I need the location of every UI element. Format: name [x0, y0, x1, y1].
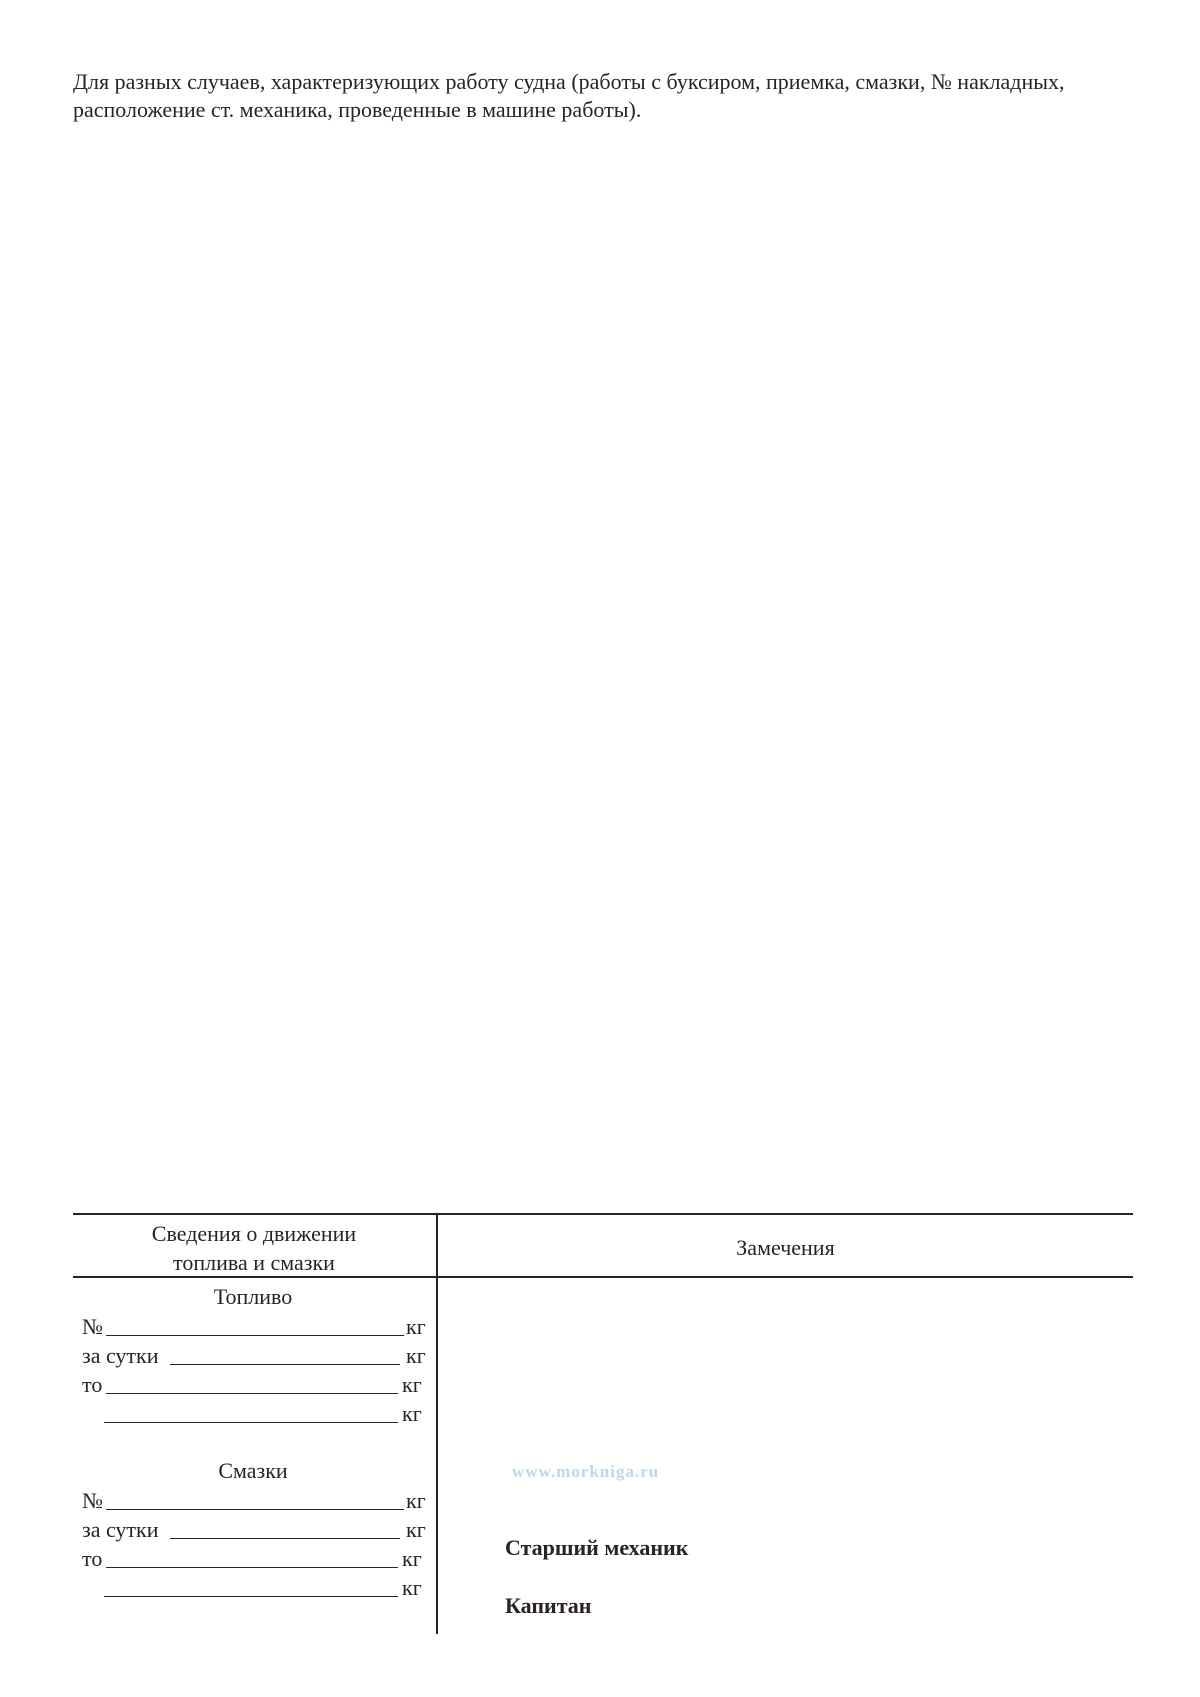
fuel-row-label: то [82, 1372, 103, 1397]
fill-in-line [104, 1596, 398, 1597]
left-header-line-1: Сведения о движении [151, 1221, 357, 1246]
lubricants-row-number [82, 1488, 432, 1516]
fill-in-line [170, 1538, 400, 1539]
lubricants-row-blank [82, 1575, 432, 1603]
fuel-row-number [82, 1314, 432, 1342]
lubricants-row-unit: кг [406, 1488, 426, 1513]
fuel-row-unit: кг [402, 1401, 422, 1426]
lubricants-row-unit: кг [402, 1575, 422, 1600]
fuel-row-unit: кг [406, 1314, 426, 1339]
intro-text: Для разных случаев, характеризующих работу судна (работы с буксиром, приемка, смазки, № накладных, расположение ст. механика, проведенные в машине работы). [73, 69, 1065, 122]
fuel-row-label: за сутки [82, 1343, 159, 1368]
lubricants-row-to [82, 1546, 432, 1574]
table-column-divider [436, 1214, 438, 1634]
fuel-row-per-day [82, 1343, 432, 1371]
left-header-line-2: топлива и смазки [173, 1250, 335, 1275]
fill-in-line [170, 1364, 400, 1365]
fuel-row-to [82, 1372, 432, 1400]
right-column-header: Замечения [736, 1235, 835, 1260]
captain-label: Капитан [505, 1593, 592, 1618]
lubricants-row-label: № [82, 1488, 103, 1513]
lubricants-title: Смазки [218, 1458, 288, 1483]
lubricants-row-label: то [82, 1546, 103, 1571]
fuel-title: Топливо [213, 1284, 293, 1309]
fuel-row-unit: кг [406, 1343, 426, 1368]
fill-in-line [104, 1422, 398, 1423]
fuel-row-blank [82, 1401, 432, 1429]
fuel-row-unit: кг [402, 1372, 422, 1397]
table-top-border [73, 1213, 1133, 1215]
lubricants-row-unit: кг [406, 1517, 426, 1542]
lubricants-row-label: за сутки [82, 1517, 159, 1542]
watermark: www.morkniga.ru [512, 1462, 660, 1481]
fill-in-line [106, 1567, 398, 1568]
fuel-row-label: № [82, 1314, 103, 1339]
fill-in-line [106, 1393, 398, 1394]
lubricants-row-unit: кг [402, 1546, 422, 1571]
left-column-header [73, 1219, 435, 1277]
lubricants-row-per-day [82, 1517, 432, 1545]
chief-engineer-label: Старший механик [505, 1535, 689, 1560]
fill-in-line [106, 1509, 404, 1510]
fill-in-line [106, 1335, 404, 1336]
